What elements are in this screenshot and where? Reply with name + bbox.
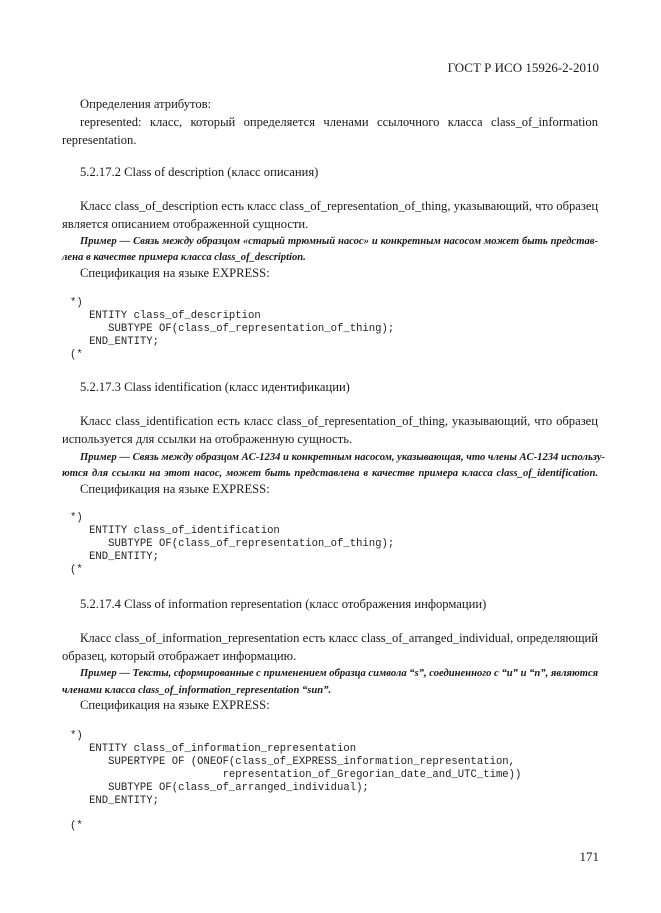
example-note: Пример — Связь между образцом AC-1234 и конкретным насосом, указывающая, что члены AC-1234 использу- (80, 452, 606, 463)
paragraph: Класс class_of_information_representation есть класс class_of_arranged_individual, определяющий (80, 631, 598, 645)
example-note-cont: членами класса class_of_information_representation “sun”. (62, 685, 332, 696)
spec-label: Спецификация на языке EXPRESS: (80, 266, 270, 280)
express-code: *) ENTITY class_of_information_representation SUPERTYPE OF (ONEOF(class_of_EXPRESS_information_representation, representation_of_Gregorian_date_and_UTC_time)) SUBTYPE OF(class_of_arranged_individual); END_ENTITY; (70, 730, 522, 807)
attributes-label: Определения атрибутов: (80, 97, 212, 111)
section-heading: 5.2.17.3 Class identification (класс идентификации) (80, 380, 350, 394)
express-code: *) ENTITY class_of_description SUBTYPE OF(class_of_representation_of_thing); END_ENTITY; (* (70, 297, 395, 361)
section-heading: 5.2.17.4 Class of information representation (класс отображения информации) (80, 597, 487, 611)
express-code-end: (* (70, 820, 83, 832)
paragraph: Класс class_of_description есть класс class_of_representation_of_thing, указывающий, что образец (80, 199, 599, 213)
example-note: Пример — Связь между образцом «старый трюмный насос» и конкретным насосом может быть представ- (80, 236, 598, 247)
express-code: *) ENTITY class_of_identification SUBTYPE OF(class_of_representation_of_thing); END_ENTITY; (* (70, 512, 395, 576)
paragraph-cont: является описанием отображенной сущности. (62, 217, 309, 231)
document-header: ГОСТ Р ИСО 15926-2-2010 (447, 60, 599, 75)
section-heading: 5.2.17.2 Class of description (класс описания) (80, 165, 319, 179)
spec-label: Спецификация на языке EXPRESS: (80, 698, 270, 712)
paragraph-cont: используется для ссылки на отображенную сущность. (62, 432, 353, 446)
attribute-definition: represented: класс, который определяется членами ссылочного класса class_of_information (80, 115, 598, 129)
example-note-cont: лена в качестве примера класса class_of_description. (62, 252, 306, 263)
example-note-cont: ются для ссылки на этот насос, может быть представлена в качестве примера класса class_of_identification. (62, 468, 598, 479)
page-number: 171 (579, 849, 599, 864)
spec-label: Спецификация на языке EXPRESS: (80, 482, 270, 496)
example-note: Пример — Тексты, сформированные с применением образца символа “s”, соединенного с “u” и “n”, являются (80, 668, 599, 679)
paragraph: Класс class_identification есть класс class_of_representation_of_thing, указывающий, что образец (80, 414, 598, 428)
paragraph-cont: образец, который отображает информацию. (62, 649, 297, 663)
attribute-definition-cont: representation. (62, 133, 137, 147)
